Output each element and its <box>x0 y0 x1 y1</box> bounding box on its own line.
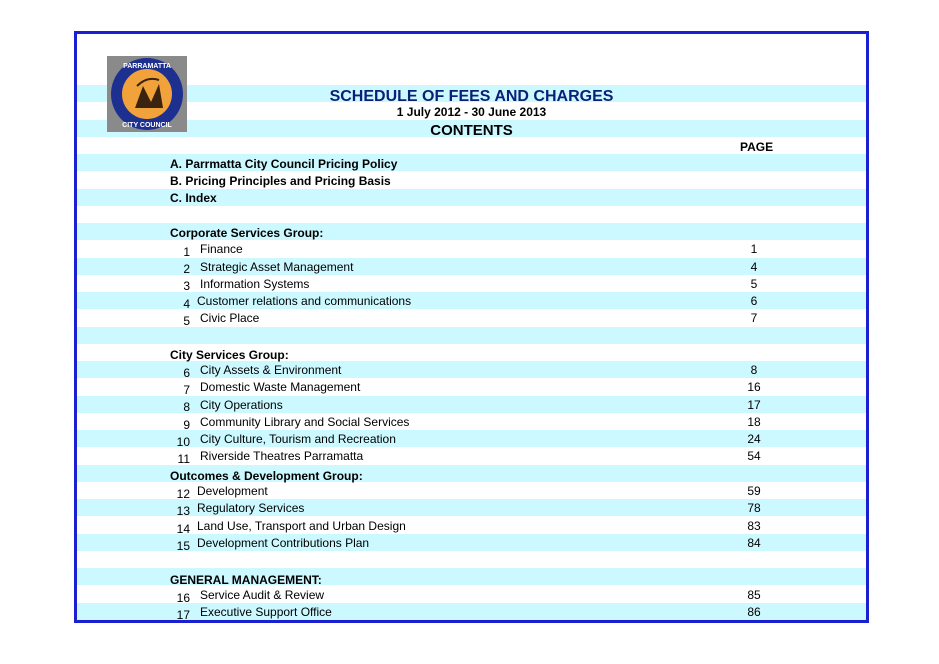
group-heading: Corporate Services Group: <box>170 226 324 240</box>
item-number: 5 <box>183 314 190 328</box>
item-page: 84 <box>747 536 761 550</box>
item-label: City Assets & Environment <box>200 363 342 377</box>
row-band <box>77 327 866 344</box>
item-page: 8 <box>750 363 758 377</box>
intro-item: B. Pricing Principles and Pricing Basis <box>170 174 391 188</box>
item-number: 13 <box>176 504 190 518</box>
item-page: 7 <box>750 311 758 325</box>
item-page: 1 <box>750 242 758 256</box>
item-label: Strategic Asset Management <box>200 260 354 274</box>
item-number: 11 <box>177 452 190 466</box>
item-label: Service Audit & Review <box>200 588 325 602</box>
item-page: 18 <box>747 415 761 429</box>
item-page: 17 <box>747 398 761 412</box>
item-label: Riverside Theatres Parramatta <box>200 449 364 463</box>
item-page: 6 <box>750 294 758 308</box>
item-page: 85 <box>747 588 761 602</box>
item-number: 1 <box>183 245 190 259</box>
item-label: Domestic Waste Management <box>200 380 361 394</box>
item-number: 17 <box>176 608 190 622</box>
item-number: 7 <box>183 383 190 397</box>
item-number: 15 <box>176 539 190 553</box>
item-label: Customer relations and communications <box>197 294 412 308</box>
contents-heading: CONTENTS <box>430 122 513 139</box>
item-number: 3 <box>183 279 190 293</box>
item-label: City Operations <box>200 398 283 412</box>
item-page: 83 <box>747 519 761 533</box>
item-page: 54 <box>747 449 761 463</box>
item-label: Development <box>197 484 268 498</box>
item-number: 10 <box>176 435 190 449</box>
document-frame <box>74 31 869 623</box>
item-page: 4 <box>750 260 758 274</box>
item-label: Executive Support Office <box>200 605 332 619</box>
logo-text-bottom: CITY COUNCIL <box>122 122 172 129</box>
page-column-header: PAGE <box>740 140 774 154</box>
item-label: Finance <box>200 242 243 256</box>
item-label: Development Contributions Plan <box>197 536 370 550</box>
item-number: 12 <box>176 487 190 501</box>
intro-item: A. Parrmatta City Council Pricing Policy <box>170 157 398 171</box>
item-label: Information Systems <box>200 277 310 291</box>
item-page: 78 <box>747 501 761 515</box>
item-number: 14 <box>176 522 190 536</box>
item-number: 2 <box>183 262 190 276</box>
item-label: Regulatory Services <box>197 501 305 515</box>
item-number: 8 <box>183 400 190 414</box>
item-label: Civic Place <box>200 311 260 325</box>
group-heading: City Services Group: <box>170 348 289 362</box>
item-page: 59 <box>747 484 761 498</box>
item-number: 9 <box>183 418 190 432</box>
group-heading: Outcomes & Development Group: <box>170 469 363 483</box>
date-range: 1 July 2012 - 30 June 2013 <box>396 105 547 119</box>
item-number: 6 <box>183 366 190 380</box>
item-page: 5 <box>750 277 758 291</box>
item-label: City Culture, Tourism and Recreation <box>200 432 396 446</box>
item-page: 86 <box>747 605 761 619</box>
item-label: Land Use, Transport and Urban Design <box>197 519 406 533</box>
group-heading: GENERAL MANAGEMENT: <box>170 573 322 587</box>
page-title: SCHEDULE OF FEES AND CHARGES <box>329 88 614 105</box>
logo-text-top: PARRAMATTA <box>123 63 171 70</box>
item-page: 24 <box>747 432 761 446</box>
item-page: 16 <box>747 380 761 394</box>
item-number: 16 <box>176 591 190 605</box>
intro-item: C. Index <box>170 191 217 205</box>
item-number: 4 <box>183 297 190 311</box>
item-label: Community Library and Social Services <box>200 415 410 429</box>
